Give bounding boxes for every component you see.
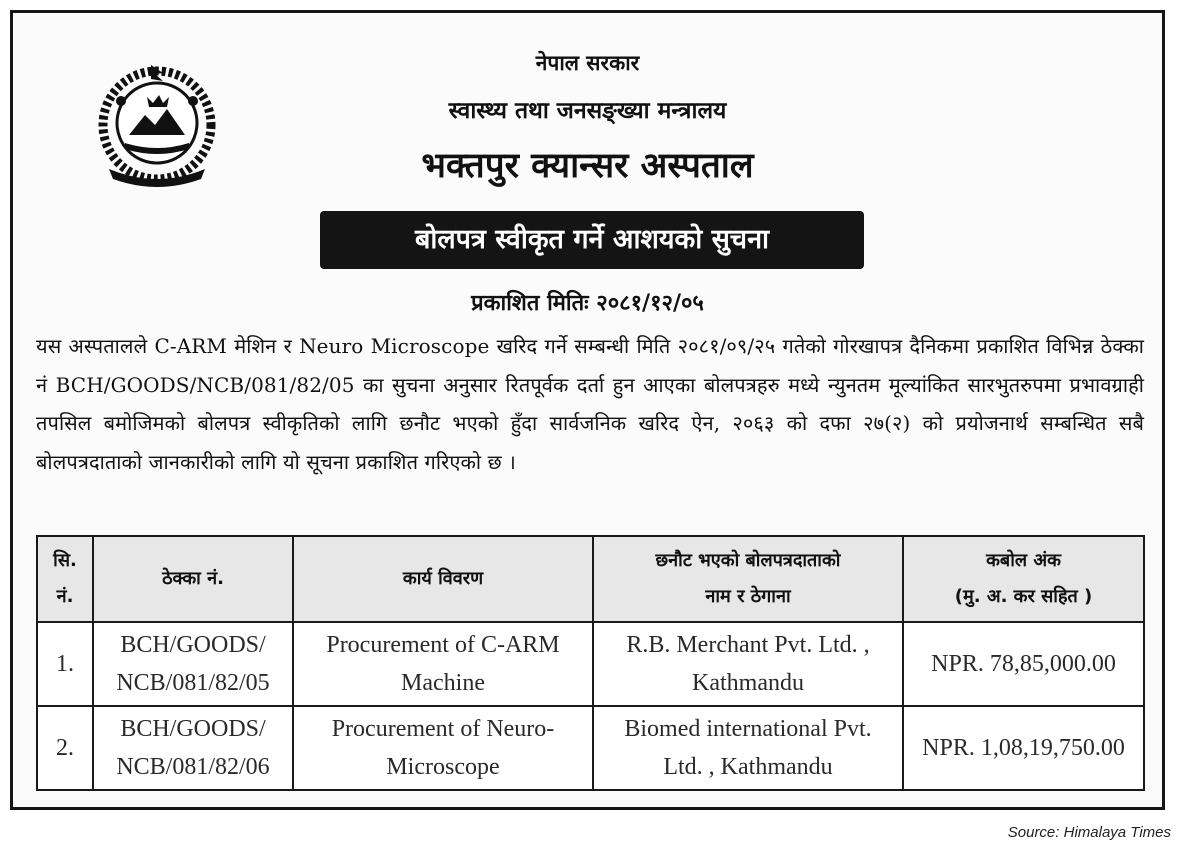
notice-title-banner: [320, 211, 864, 269]
header-amount-line: कबोल अंक: [986, 550, 1061, 571]
work-description-line: Procurement of Neuro-: [331, 716, 555, 742]
cell-bid-amount: NPR. 78,85,000.00: [903, 622, 1144, 706]
notice-panel: [10, 10, 1165, 810]
published-date: प्रकाशित मितिः २०८१/१२/०५: [471, 291, 704, 316]
header-bidder: [593, 536, 903, 622]
cell-contract-number: [93, 706, 293, 790]
header-bid-amount: [903, 536, 1144, 622]
cell-work-description: [293, 706, 593, 790]
header-bidder-line: नाम र ठेगाना: [705, 586, 791, 607]
contract-number-line: BCH/GOODS/: [120, 632, 266, 658]
notice-body: यस अस्पतालले C-ARM मेशिन र Neuro Microscope खरिद गर्ने सम्बन्धी मिति २०८१/०९/२५ गतेको गोरखापत्र दैनिकमा प्रकाशित विभिन्न ठेक्का नं BCH/GOODS/NCB/081/82/05 का सुचना अनुसार रितपूर्वक दर्ता हुन आएका बोलपत्रहरु मध्ये न्युनतम मूल्यांकित सारभुतरुपमा प्रभावग्राही तपसिल बमोजिमको बोलपत्र स्वीकृतिको लागि छनौट भएको हुँदा सार्वजनिक खरिद ऐन, २०६३ को दफा २७(२) को प्रयोजनार्थ सम्बन्धित सबै बोलपत्रदाताको जानकारीको लागि यो सूचना प्रकाशित गरिएको छ ।: [36, 334, 1144, 474]
cell-serial-number: 1.: [37, 622, 93, 706]
header-contract-number: ठेक्का नं.: [93, 536, 293, 622]
header-amount-line: (मु. अ. कर सहित ): [954, 586, 1093, 607]
table-row: [37, 622, 1144, 706]
cell-bidder: [593, 622, 903, 706]
header-work-description: कार्य विवरण: [293, 536, 593, 622]
hospital-name: भक्तपुर क्यान्सर अस्पताल: [421, 146, 754, 186]
bidder-line: Ltd. , Kathmandu: [663, 754, 833, 780]
cell-work-description: [293, 622, 593, 706]
cell-serial-number: 2.: [37, 706, 93, 790]
table-header-row: [37, 536, 1144, 622]
header-serial-number: [37, 536, 93, 622]
notice-title: बोलपत्र स्वीकृत गर्ने आशयको सुचना: [414, 224, 770, 255]
work-description-line: Procurement of C-ARM: [326, 632, 560, 658]
bidder-line: Biomed international Pvt.: [624, 716, 872, 742]
source-credit: Source: Himalaya Times: [1007, 824, 1171, 841]
header-serial-line: नं.: [56, 586, 74, 607]
bidder-line: Kathmandu: [692, 670, 804, 696]
header-bidder-line: छनौट भएको बोलपत्रदाताको: [655, 550, 841, 571]
ministry-name: स्वास्थ्य तथा जनसङ्ख्या मन्त्रालय: [448, 98, 727, 124]
cell-bid-amount: NPR. 1,08,19,750.00: [903, 706, 1144, 790]
cell-bidder: [593, 706, 903, 790]
cell-contract-number: [93, 622, 293, 706]
contract-number-line: NCB/081/82/05: [116, 670, 270, 696]
work-description-line: Machine: [401, 670, 485, 696]
contract-number-line: NCB/081/82/06: [116, 754, 270, 780]
header-serial-line: सि.: [53, 550, 77, 571]
work-description-line: Microscope: [386, 754, 500, 780]
table-row: [37, 706, 1144, 790]
bidder-line: R.B. Merchant Pvt. Ltd. ,: [626, 632, 870, 658]
government-name: नेपाल सरकार: [535, 51, 640, 75]
bid-acceptance-table: [36, 535, 1145, 791]
contract-number-line: BCH/GOODS/: [120, 716, 266, 742]
